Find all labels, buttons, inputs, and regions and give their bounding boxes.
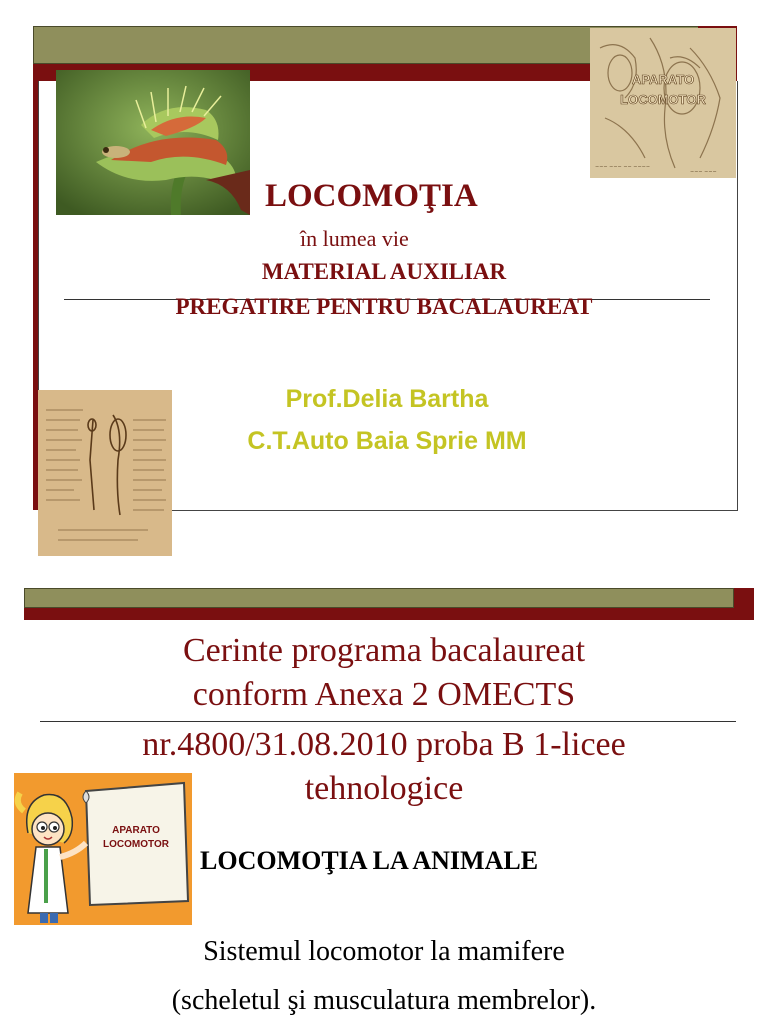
pregatire-line: PREGATIRE PENTRU BACALAUREAT (175, 294, 593, 319)
svg-text:~~~ ~~~ ~~ ~~~~: ~~~ ~~~ ~~ ~~~~ (595, 164, 651, 170)
anatomy-drawing-image (590, 28, 736, 178)
slide-title: LOCOMOŢIA (265, 178, 478, 214)
cartoon-sign-line-2: LOCOMOTOR (103, 839, 169, 850)
manuscript-sketch-image (38, 390, 172, 556)
school-name: C.T.Auto Baia Sprie MM (247, 427, 527, 455)
author-name: Prof.Delia Bartha (285, 385, 489, 413)
slide2-divider (40, 721, 736, 722)
cartoon-sign-line-1: APARATO (112, 825, 160, 836)
venus-flytrap-image (56, 70, 250, 215)
slide-subtitle: în lumea vie (300, 226, 409, 251)
body-line-1: Sistemul locomotor la mamifere (203, 936, 565, 967)
slide2-heading-line-4: tehnologice (304, 770, 464, 807)
slide2-header-olive (24, 588, 734, 608)
slide2-heading-line-1: Cerinte programa bacalaureat (182, 632, 586, 669)
cartoon-girl-image (14, 773, 192, 925)
section-title: LOCOMOŢIA LA ANIMALE (200, 846, 539, 875)
body-line-2: (scheletul şi musculatura membrelor). (171, 985, 597, 1016)
badge-line-2: LOCOMOTOR (620, 92, 706, 107)
slide2-heading-line-3: nr.4800/31.08.2010 proba B 1-licee (142, 726, 626, 763)
badge-line-1: APARATO (631, 72, 695, 87)
slide2-corner-square (734, 588, 754, 608)
slide2-header-dark (24, 608, 754, 620)
material-line: MATERIAL AUXILIAR (261, 259, 507, 284)
slide2-heading-line-2: conform Anexa 2 OMECTS (192, 676, 576, 713)
svg-text:~~~ ~~~: ~~~ ~~~ (690, 169, 717, 175)
